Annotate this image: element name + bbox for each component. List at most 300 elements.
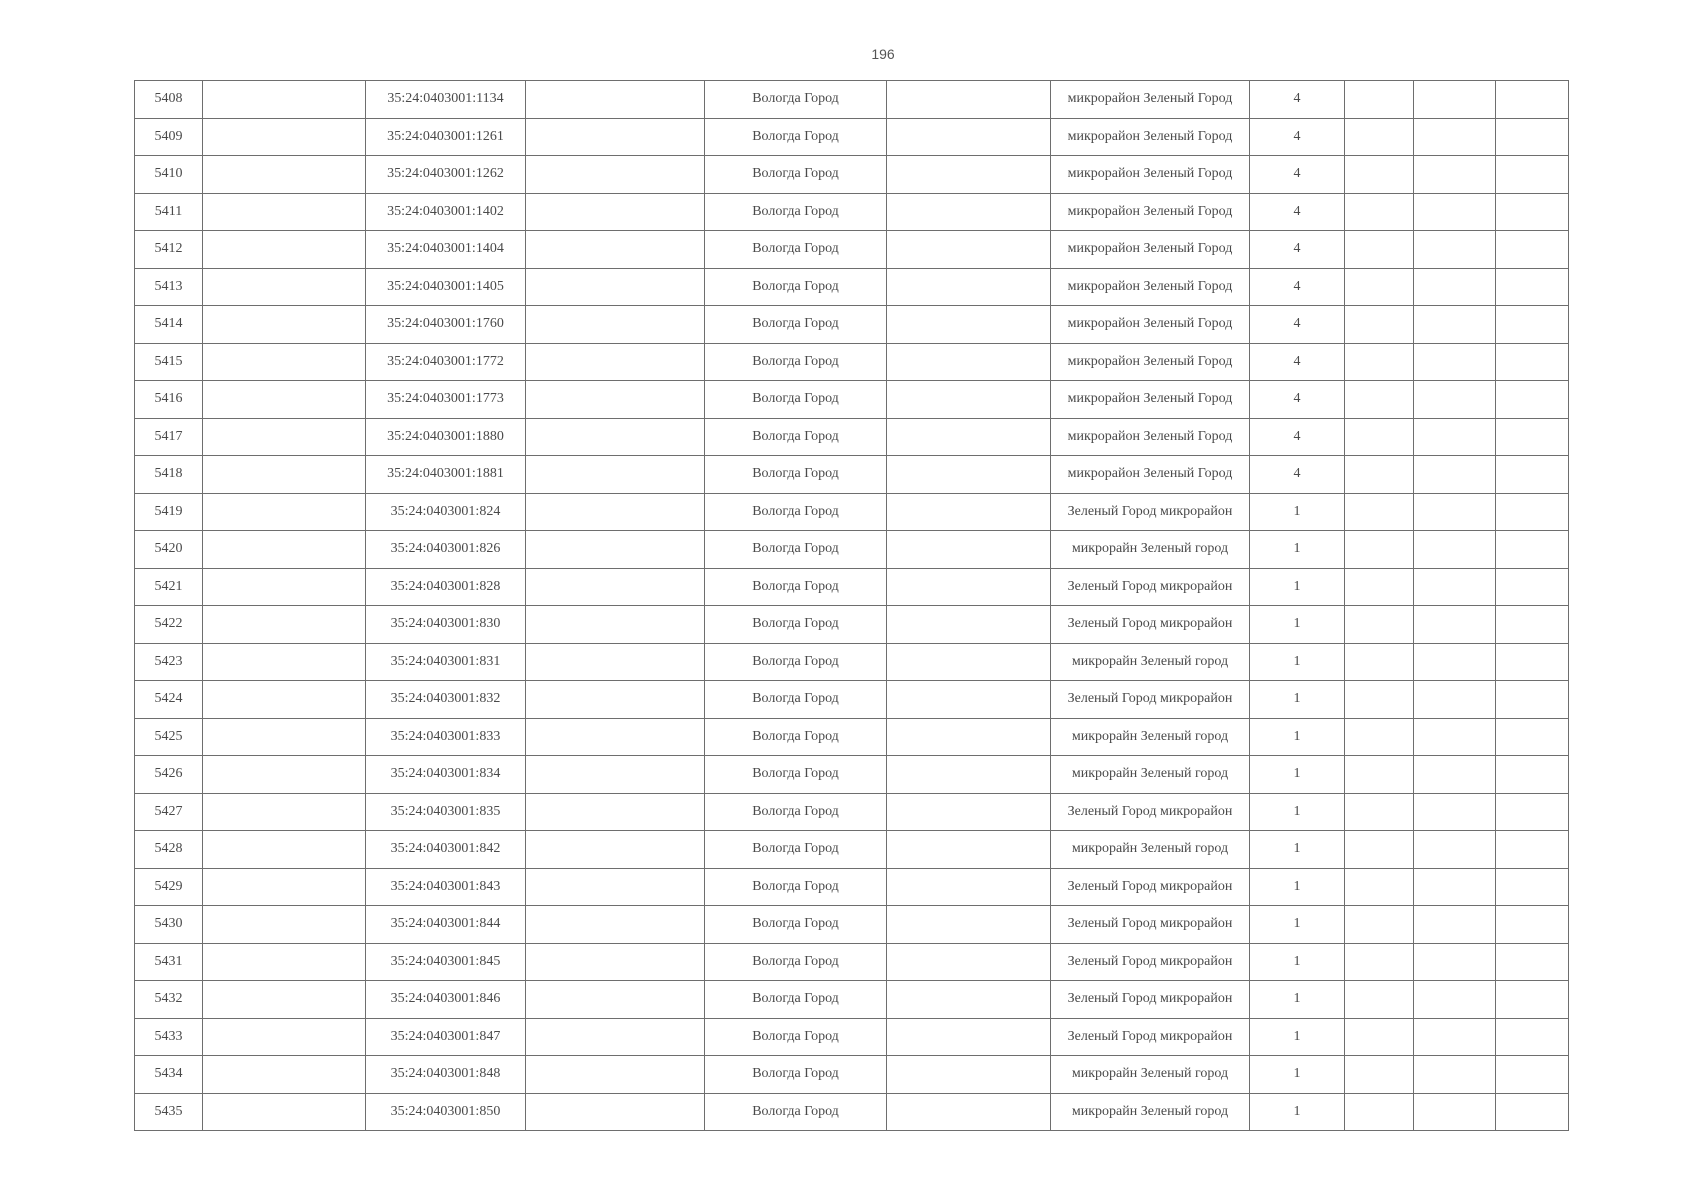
empty-cell — [1345, 1018, 1414, 1056]
empty-cell — [1496, 231, 1569, 269]
city-cell: Вологда Город — [705, 681, 887, 719]
city-cell: Вологда Город — [705, 1018, 887, 1056]
empty-cell — [1345, 981, 1414, 1019]
count-cell: 1 — [1250, 793, 1345, 831]
cadastral-number-cell: 35:24:0403001:828 — [366, 568, 526, 606]
empty-cell — [1345, 493, 1414, 531]
empty-cell — [887, 268, 1051, 306]
empty-cell — [1345, 418, 1414, 456]
empty-cell — [887, 381, 1051, 419]
empty-cell — [1345, 906, 1414, 944]
empty-cell — [1345, 643, 1414, 681]
city-cell: Вологда Город — [705, 906, 887, 944]
empty-cell — [203, 456, 366, 494]
city-cell: Вологда Город — [705, 231, 887, 269]
empty-cell — [887, 1018, 1051, 1056]
row-number-cell: 5431 — [135, 943, 203, 981]
table-row — [135, 156, 1569, 194]
empty-cell — [1496, 943, 1569, 981]
empty-cell — [1345, 268, 1414, 306]
empty-cell — [1345, 868, 1414, 906]
count-cell: 1 — [1250, 906, 1345, 944]
city-cell: Вологда Город — [705, 1093, 887, 1131]
city-cell: Вологда Город — [705, 981, 887, 1019]
empty-cell — [887, 156, 1051, 194]
empty-cell — [1496, 118, 1569, 156]
empty-cell — [1414, 906, 1496, 944]
cadastral-number-cell: 35:24:0403001:1405 — [366, 268, 526, 306]
district-cell: Зеленый Город микрорайон — [1051, 681, 1250, 719]
cadastral-number-cell: 35:24:0403001:831 — [366, 643, 526, 681]
city-cell: Вологда Город — [705, 268, 887, 306]
table-row — [135, 268, 1569, 306]
empty-cell — [203, 568, 366, 606]
empty-cell — [887, 343, 1051, 381]
district-cell: Зеленый Город микрорайон — [1051, 606, 1250, 644]
district-cell: Зеленый Город микрорайон — [1051, 943, 1250, 981]
row-number-cell: 5418 — [135, 456, 203, 494]
empty-cell — [1414, 418, 1496, 456]
cadastral-number-cell: 35:24:0403001:1880 — [366, 418, 526, 456]
count-cell: 1 — [1250, 981, 1345, 1019]
empty-cell — [1496, 681, 1569, 719]
district-cell: микрорайон Зеленый Город — [1051, 193, 1250, 231]
count-cell: 4 — [1250, 193, 1345, 231]
empty-cell — [1496, 831, 1569, 869]
district-cell: микрорайн Зеленый город — [1051, 831, 1250, 869]
empty-cell — [887, 418, 1051, 456]
empty-cell — [1496, 1093, 1569, 1131]
empty-cell — [203, 231, 366, 269]
table-row — [135, 756, 1569, 794]
empty-cell — [887, 718, 1051, 756]
empty-cell — [203, 756, 366, 794]
empty-cell — [1496, 793, 1569, 831]
empty-cell — [1345, 943, 1414, 981]
count-cell: 1 — [1250, 831, 1345, 869]
empty-cell — [887, 793, 1051, 831]
empty-cell — [1345, 156, 1414, 194]
district-cell: микрорайн Зеленый город — [1051, 718, 1250, 756]
row-number-cell: 5433 — [135, 1018, 203, 1056]
empty-cell — [526, 1056, 705, 1094]
city-cell: Вологда Город — [705, 193, 887, 231]
empty-cell — [1414, 193, 1496, 231]
district-cell: Зеленый Город микрорайон — [1051, 906, 1250, 944]
table-row — [135, 943, 1569, 981]
empty-cell — [203, 718, 366, 756]
district-cell: микрорайон Зеленый Город — [1051, 268, 1250, 306]
empty-cell — [887, 81, 1051, 119]
empty-cell — [1414, 1093, 1496, 1131]
empty-cell — [887, 118, 1051, 156]
empty-cell — [1414, 606, 1496, 644]
empty-cell — [526, 118, 705, 156]
empty-cell — [1496, 456, 1569, 494]
empty-cell — [526, 231, 705, 269]
district-cell: микрорайон Зеленый Город — [1051, 306, 1250, 344]
row-number-cell: 5412 — [135, 231, 203, 269]
empty-cell — [1345, 118, 1414, 156]
empty-cell — [887, 493, 1051, 531]
empty-cell — [526, 943, 705, 981]
city-cell: Вологда Город — [705, 531, 887, 569]
empty-cell — [1496, 418, 1569, 456]
empty-cell — [1496, 493, 1569, 531]
count-cell: 1 — [1250, 1093, 1345, 1131]
count-cell: 1 — [1250, 1018, 1345, 1056]
empty-cell — [526, 81, 705, 119]
count-cell: 1 — [1250, 718, 1345, 756]
empty-cell — [1496, 718, 1569, 756]
empty-cell — [887, 756, 1051, 794]
empty-cell — [1496, 981, 1569, 1019]
empty-cell — [1496, 268, 1569, 306]
cadastral-number-cell: 35:24:0403001:826 — [366, 531, 526, 569]
empty-cell — [526, 718, 705, 756]
district-cell: микрорайн Зеленый город — [1051, 1093, 1250, 1131]
count-cell: 4 — [1250, 231, 1345, 269]
empty-cell — [1414, 268, 1496, 306]
empty-cell — [1345, 756, 1414, 794]
empty-cell — [526, 906, 705, 944]
district-cell: микрорайон Зеленый Город — [1051, 456, 1250, 494]
cadastral-number-cell: 35:24:0403001:848 — [366, 1056, 526, 1094]
empty-cell — [1414, 718, 1496, 756]
empty-cell — [526, 343, 705, 381]
table-row — [135, 1093, 1569, 1131]
row-number-cell: 5417 — [135, 418, 203, 456]
row-number-cell: 5411 — [135, 193, 203, 231]
empty-cell — [1414, 568, 1496, 606]
district-cell: микрорайн Зеленый город — [1051, 643, 1250, 681]
empty-cell — [1414, 381, 1496, 419]
cadastral-number-cell: 35:24:0403001:850 — [366, 1093, 526, 1131]
empty-cell — [1345, 381, 1414, 419]
empty-cell — [526, 606, 705, 644]
city-cell: Вологда Город — [705, 493, 887, 531]
empty-cell — [1345, 1093, 1414, 1131]
empty-cell — [1496, 606, 1569, 644]
table-row — [135, 681, 1569, 719]
empty-cell — [526, 493, 705, 531]
district-cell: микрорайон Зеленый Город — [1051, 418, 1250, 456]
city-cell: Вологда Город — [705, 831, 887, 869]
empty-cell — [203, 793, 366, 831]
count-cell: 4 — [1250, 306, 1345, 344]
empty-cell — [887, 531, 1051, 569]
empty-cell — [1345, 568, 1414, 606]
row-number-cell: 5434 — [135, 1056, 203, 1094]
empty-cell — [1496, 906, 1569, 944]
empty-cell — [1414, 943, 1496, 981]
empty-cell — [887, 606, 1051, 644]
table-row — [135, 906, 1569, 944]
row-number-cell: 5432 — [135, 981, 203, 1019]
cadastral-number-cell: 35:24:0403001:1773 — [366, 381, 526, 419]
cadastral-number-cell: 35:24:0403001:1402 — [366, 193, 526, 231]
row-number-cell: 5428 — [135, 831, 203, 869]
empty-cell — [887, 306, 1051, 344]
empty-cell — [526, 268, 705, 306]
cadastral-number-cell: 35:24:0403001:1772 — [366, 343, 526, 381]
district-cell: микрорайн Зеленый город — [1051, 756, 1250, 794]
row-number-cell: 5426 — [135, 756, 203, 794]
city-cell: Вологда Город — [705, 868, 887, 906]
city-cell: Вологда Город — [705, 943, 887, 981]
cadastral-number-cell: 35:24:0403001:1134 — [366, 81, 526, 119]
empty-cell — [526, 306, 705, 344]
row-number-cell: 5413 — [135, 268, 203, 306]
district-cell: микрорайон Зеленый Город — [1051, 156, 1250, 194]
empty-cell — [887, 943, 1051, 981]
empty-cell — [526, 831, 705, 869]
row-number-cell: 5419 — [135, 493, 203, 531]
empty-cell — [203, 306, 366, 344]
cadastral-number-cell: 35:24:0403001:1404 — [366, 231, 526, 269]
empty-cell — [1345, 456, 1414, 494]
table-row — [135, 343, 1569, 381]
district-cell: микрорайн Зеленый город — [1051, 531, 1250, 569]
cadastral-number-cell: 35:24:0403001:846 — [366, 981, 526, 1019]
count-cell: 4 — [1250, 81, 1345, 119]
table-row — [135, 831, 1569, 869]
empty-cell — [1414, 493, 1496, 531]
empty-cell — [203, 156, 366, 194]
row-number-cell: 5422 — [135, 606, 203, 644]
district-cell: Зеленый Город микрорайон — [1051, 568, 1250, 606]
city-cell: Вологда Город — [705, 568, 887, 606]
register-table — [134, 80, 1569, 1131]
city-cell: Вологда Город — [705, 306, 887, 344]
empty-cell — [1345, 718, 1414, 756]
register-table-body — [135, 81, 1569, 1131]
empty-cell — [887, 231, 1051, 269]
row-number-cell: 5416 — [135, 381, 203, 419]
empty-cell — [1414, 756, 1496, 794]
count-cell: 4 — [1250, 268, 1345, 306]
cadastral-number-cell: 35:24:0403001:844 — [366, 906, 526, 944]
city-cell: Вологда Город — [705, 1056, 887, 1094]
empty-cell — [887, 643, 1051, 681]
district-cell: микрорайон Зеленый Город — [1051, 118, 1250, 156]
district-cell: Зеленый Город микрорайон — [1051, 493, 1250, 531]
table-row — [135, 81, 1569, 119]
city-cell: Вологда Город — [705, 81, 887, 119]
count-cell: 4 — [1250, 456, 1345, 494]
count-cell: 1 — [1250, 756, 1345, 794]
count-cell: 4 — [1250, 118, 1345, 156]
empty-cell — [1496, 868, 1569, 906]
empty-cell — [203, 268, 366, 306]
count-cell: 1 — [1250, 531, 1345, 569]
empty-cell — [1345, 81, 1414, 119]
cadastral-number-cell: 35:24:0403001:834 — [366, 756, 526, 794]
cadastral-number-cell: 35:24:0403001:1881 — [366, 456, 526, 494]
table-row — [135, 231, 1569, 269]
cadastral-number-cell: 35:24:0403001:835 — [366, 793, 526, 831]
city-cell: Вологда Город — [705, 606, 887, 644]
empty-cell — [887, 568, 1051, 606]
empty-cell — [887, 906, 1051, 944]
empty-cell — [1345, 1056, 1414, 1094]
count-cell: 1 — [1250, 943, 1345, 981]
city-cell: Вологда Город — [705, 381, 887, 419]
count-cell: 1 — [1250, 643, 1345, 681]
page-number: 196 — [871, 46, 895, 62]
city-cell: Вологда Город — [705, 643, 887, 681]
district-cell: Зеленый Город микрорайон — [1051, 793, 1250, 831]
table-row — [135, 643, 1569, 681]
empty-cell — [1345, 193, 1414, 231]
district-cell: Зеленый Город микрорайон — [1051, 981, 1250, 1019]
empty-cell — [1496, 156, 1569, 194]
table-row — [135, 531, 1569, 569]
empty-cell — [887, 1093, 1051, 1131]
count-cell: 4 — [1250, 381, 1345, 419]
empty-cell — [1345, 681, 1414, 719]
cadastral-number-cell: 35:24:0403001:830 — [366, 606, 526, 644]
row-number-cell: 5427 — [135, 793, 203, 831]
district-cell: микрорайн Зеленый город — [1051, 1056, 1250, 1094]
city-cell: Вологда Город — [705, 756, 887, 794]
empty-cell — [1414, 156, 1496, 194]
empty-cell — [203, 531, 366, 569]
empty-cell — [1496, 193, 1569, 231]
empty-cell — [203, 193, 366, 231]
empty-cell — [526, 418, 705, 456]
empty-cell — [1345, 793, 1414, 831]
row-number-cell: 5415 — [135, 343, 203, 381]
count-cell: 1 — [1250, 1056, 1345, 1094]
empty-cell — [1496, 1056, 1569, 1094]
table-row — [135, 118, 1569, 156]
row-number-cell: 5425 — [135, 718, 203, 756]
empty-cell — [526, 756, 705, 794]
empty-cell — [1414, 643, 1496, 681]
empty-cell — [203, 868, 366, 906]
empty-cell — [1414, 1018, 1496, 1056]
cadastral-number-cell: 35:24:0403001:1261 — [366, 118, 526, 156]
cadastral-number-cell: 35:24:0403001:842 — [366, 831, 526, 869]
count-cell: 1 — [1250, 568, 1345, 606]
cadastral-number-cell: 35:24:0403001:1262 — [366, 156, 526, 194]
row-number-cell: 5408 — [135, 81, 203, 119]
empty-cell — [526, 381, 705, 419]
row-number-cell: 5409 — [135, 118, 203, 156]
empty-cell — [526, 868, 705, 906]
empty-cell — [1496, 1018, 1569, 1056]
table-row — [135, 493, 1569, 531]
empty-cell — [1414, 531, 1496, 569]
table-row — [135, 606, 1569, 644]
row-number-cell: 5424 — [135, 681, 203, 719]
cadastral-number-cell: 35:24:0403001:824 — [366, 493, 526, 531]
district-cell: микрорайон Зеленый Город — [1051, 381, 1250, 419]
district-cell: Зеленый Город микрорайон — [1051, 868, 1250, 906]
cadastral-number-cell: 35:24:0403001:843 — [366, 868, 526, 906]
count-cell: 4 — [1250, 343, 1345, 381]
table-row — [135, 868, 1569, 906]
empty-cell — [203, 1093, 366, 1131]
empty-cell — [203, 81, 366, 119]
row-number-cell: 5423 — [135, 643, 203, 681]
empty-cell — [1496, 343, 1569, 381]
table-row — [135, 568, 1569, 606]
table-row — [135, 306, 1569, 344]
empty-cell — [526, 681, 705, 719]
table-row — [135, 418, 1569, 456]
empty-cell — [1414, 868, 1496, 906]
city-cell: Вологда Город — [705, 793, 887, 831]
row-number-cell: 5410 — [135, 156, 203, 194]
empty-cell — [1496, 568, 1569, 606]
empty-cell — [1414, 231, 1496, 269]
empty-cell — [526, 568, 705, 606]
empty-cell — [1414, 1056, 1496, 1094]
empty-cell — [1496, 81, 1569, 119]
row-number-cell: 5429 — [135, 868, 203, 906]
empty-cell — [203, 906, 366, 944]
table-row — [135, 381, 1569, 419]
empty-cell — [887, 868, 1051, 906]
empty-cell — [887, 831, 1051, 869]
empty-cell — [1414, 118, 1496, 156]
empty-cell — [1345, 343, 1414, 381]
empty-cell — [1414, 306, 1496, 344]
row-number-cell: 5414 — [135, 306, 203, 344]
row-number-cell: 5430 — [135, 906, 203, 944]
empty-cell — [1496, 531, 1569, 569]
count-cell: 1 — [1250, 868, 1345, 906]
empty-cell — [526, 793, 705, 831]
empty-cell — [1414, 81, 1496, 119]
empty-cell — [887, 193, 1051, 231]
empty-cell — [1496, 381, 1569, 419]
empty-cell — [526, 643, 705, 681]
count-cell: 1 — [1250, 681, 1345, 719]
empty-cell — [203, 606, 366, 644]
empty-cell — [1414, 981, 1496, 1019]
city-cell: Вологда Город — [705, 718, 887, 756]
empty-cell — [1345, 606, 1414, 644]
empty-cell — [203, 943, 366, 981]
empty-cell — [203, 118, 366, 156]
empty-cell — [203, 1056, 366, 1094]
empty-cell — [1345, 231, 1414, 269]
city-cell: Вологда Город — [705, 343, 887, 381]
empty-cell — [887, 456, 1051, 494]
district-cell: микрорайон Зеленый Город — [1051, 343, 1250, 381]
empty-cell — [203, 981, 366, 1019]
city-cell: Вологда Город — [705, 118, 887, 156]
empty-cell — [1345, 306, 1414, 344]
empty-cell — [526, 456, 705, 494]
district-cell: микрорайон Зеленый Город — [1051, 231, 1250, 269]
count-cell: 4 — [1250, 418, 1345, 456]
city-cell: Вологда Город — [705, 418, 887, 456]
empty-cell — [526, 981, 705, 1019]
empty-cell — [526, 1093, 705, 1131]
table-row — [135, 456, 1569, 494]
cadastral-number-cell: 35:24:0403001:845 — [366, 943, 526, 981]
count-cell: 1 — [1250, 493, 1345, 531]
empty-cell — [1496, 306, 1569, 344]
empty-cell — [1345, 531, 1414, 569]
district-cell: Зеленый Город микрорайон — [1051, 1018, 1250, 1056]
empty-cell — [526, 193, 705, 231]
empty-cell — [203, 831, 366, 869]
